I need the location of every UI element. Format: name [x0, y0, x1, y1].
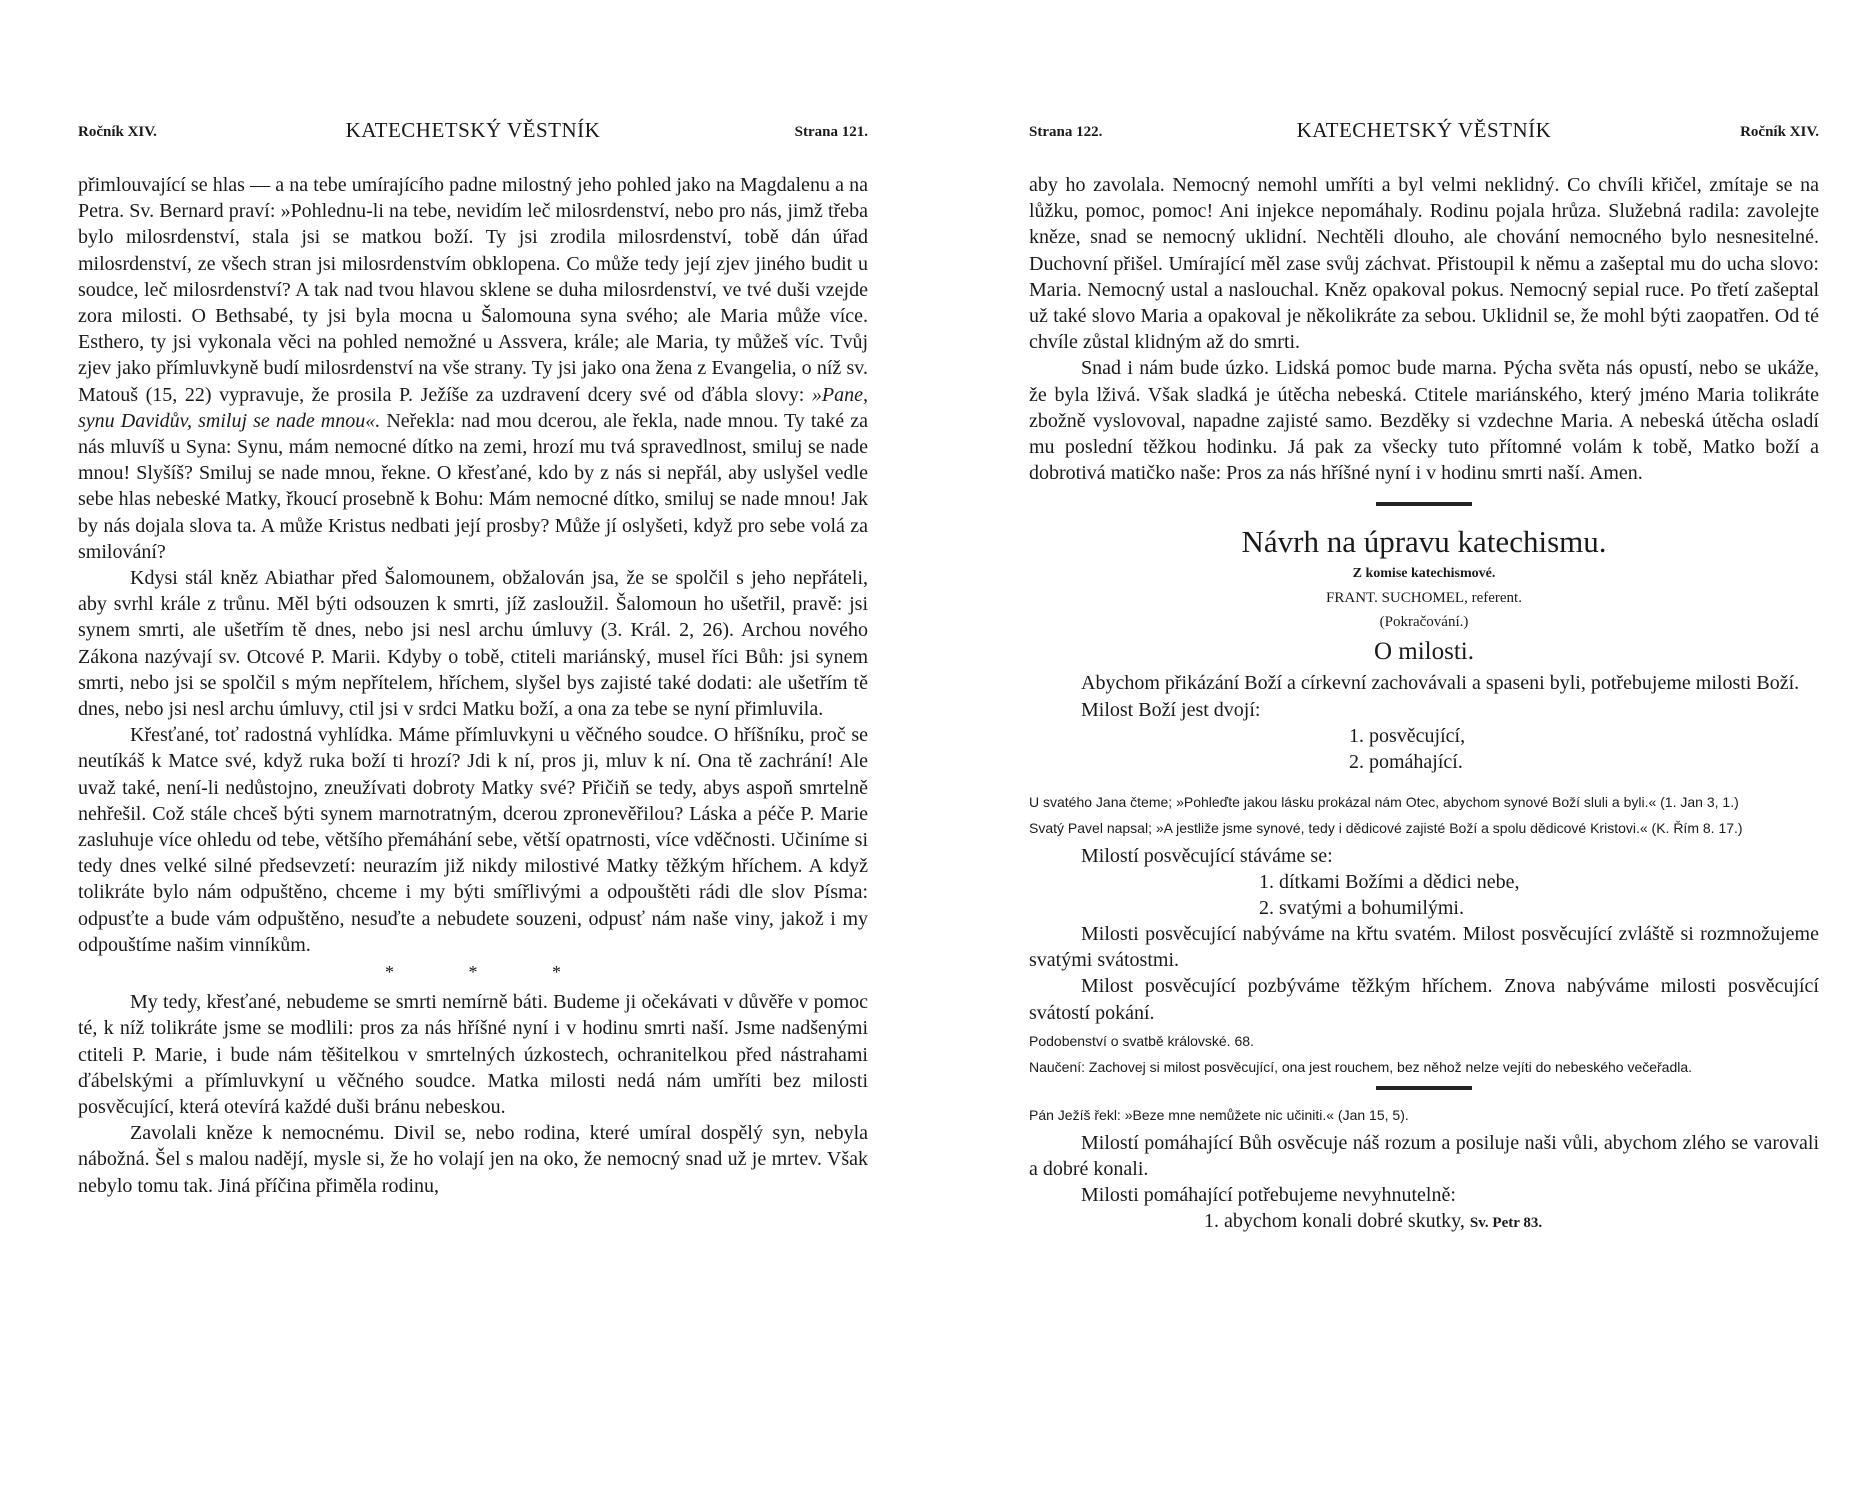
- scripture-note: Svatý Pavel napsal; »A jestliže jsme synové, tedy i dědicové zajisté Boží a spolu dědicové Kristovi.« (K. Řím 8. 17.): [1029, 819, 1743, 836]
- scripture-note: Naučení: Zachovej si milost posvěcující, ona jest rouchem, bez něhož nelze vejíti do nebeského večeřadla.: [1029, 1058, 1693, 1075]
- list-item-text: 1. abychom konali dobré skutky,: [1204, 1210, 1465, 1233]
- paragraph: Milost Boží jest dvojí:: [1081, 698, 1261, 721]
- list-item: 2. svatými a bohumilými.: [1259, 897, 1464, 920]
- paragraph: Milosti posvěcující nabýváme na křtu svatém. Milost posvěcující zvláště si rozmnožujeme svatými svátostmi.: [1029, 923, 1819, 972]
- volume-label: Ročník XIV.: [1740, 124, 1819, 140]
- paragraph: Zavolali kněze k nemocnému. Divil se, nebo rodina, které umíral dospělý syn, nebyla nábožná. Šel s malou nadějí, mysle si, že ho volají jen na oko, že nemocný snad už je mrtev. Však nebylo tomu tak. Jiná příčina přiměla rodinu,: [78, 1122, 868, 1197]
- numbered-list: [1029, 723, 1819, 775]
- section-heading: O milosti.: [1373, 638, 1474, 666]
- paragraph: [78, 172, 868, 565]
- scripture-reference: Sv. Petr 83.: [1469, 1215, 1543, 1232]
- scripture-note: Pán Ježíš řekl: »Beze mne nemůžete nic učiniti.« (Jan 15, 5).: [1029, 1106, 1409, 1123]
- scripture-note: U svatého Jana čteme; »Pohleďte jakou lásku prokázal nám Otec, abychom synové Boží sluli a byli.« (1. Jan 3, 1.): [1029, 793, 1739, 810]
- paragraph: Milostí posvěcující stáváme se:: [1081, 844, 1333, 867]
- paragraph: Křesťané, toť radostná vyhlídka. Máme přímluvkyni u věčného soudce. O hříšníku, proč se neutíkáš k Matce své, když ruka boží ti hrozí? Jdi k ní, pros ji, mluv k ní. Ona tě zachrání! Ale uvaž také, není-li nedůstojno, zneužívati dobroty Matky své? Přičiň se tedy, abys aspoň smrtelně nehřešil. Což stále chceš býti synem marnotratným, dcerou zpronevěřilou? Láska a péče P. Marie zasluhuje více ohledu od tebe, většího přemáhání sebe, větší opatrnosti, více vděčnosti. Učiníme si tedy dnes velké silné předsevzetí: neurazím již nikdy milostivé Matky těžkým hříchem. A když tolikráte bylo nám odpuštěno, chceme i my býti smířlivými a odpouštěti rádi dle slov Písma: odpusťte a bude vám odpuštěno, nesuďte a nebudete souzeni, odpusť nám naše viny, jakož i my odpouštíme našim vinníkům.: [78, 724, 868, 956]
- paragraph: Milostí pomáhající Bůh osvěcuje náš rozum a posiluje naši vůli, abychom zlého se varovali a dobré konali.: [1029, 1131, 1819, 1181]
- article-author: FRANT. SUCHOMEL, referent.: [1326, 590, 1522, 607]
- volume-label: Ročník XIV.: [78, 124, 157, 140]
- list-item: 1. posvěcující,: [1349, 724, 1466, 747]
- page-number: Strana 121.: [794, 124, 868, 140]
- right-page-body: [1029, 172, 1819, 1236]
- section-separator: * * *: [385, 962, 561, 983]
- paragraph: Milosti pomáhající potřebujeme nevyhnutelně:: [1081, 1184, 1456, 1207]
- paragraph-text: Neřekla: nad mou dcerou, ale řekla, nade mnou. Ty také za nás mluvíš u Syna: Synu, mám nemocné dítko na zemi, hrozí mu tvá spravedlnost, smiluj se nade mnou! Slyšíš? Smiluj se nade mnou, řekne. O křesťané, kdo by z nás si nepřál, aby uslyšel vedle sebe hlas nebeské Matky, řkoucí prosebně k Bohu: Mám nemocné dítko, smiluj se nade mnou! Jak by nás dojala slova ta. A může Kristus nedbati její prosby? Může jí oslyšeti, když pro sebe volá za smilování?: [78, 409, 869, 563]
- paragraph: aby ho zavolala. Nemocný nemohl umříti a byl velmi neklidný. Co chvíli křičel, zmítaje se na lůžku, pomoc, pomoc! Ani injekce nepomáhaly. Rodinu pojala hrůza. Služebná radila: zavolejte kněze, snad se nemocný uklidní. Nechtěli dlouho, ale chování nemocného bylo nesnesitelné. Duchovní přišel. Umírající měl zase svůj záchvat. Přistoupil k němu a zašeptal mu do ucha slovo: Maria. Nemocný ustal a naslouchal. Kněz opakoval pokus. Nemocný sepial ruce. Po třetí zašeptal už také slovo Maria a opakoval je několikráte za sebou. Uklidnil se, že mohl býti zaopatřen. Od té chvíle zůstal klidným až do smrti.: [1029, 174, 1819, 354]
- left-page-body: [78, 172, 868, 1199]
- list-item: [1029, 1208, 1819, 1236]
- paragraph: Abychom přikázání Boží a církevní zachovávali a spaseni byli, potřebujeme milosti Boží.: [1081, 672, 1800, 695]
- scripture-note: Podobenství o svatbě královské. 68.: [1029, 1032, 1254, 1049]
- paragraph: My tedy, křesťané, nebudeme se smrti nemírně báti. Budeme ji očekávati v důvěře v pomoc té, k níž tolikráte jsme se modlili: pros za nás hříšné nyní i v hodinu smrti naší. Jsme nadšenými ctiteli P. Marie, i bude nám těšitelkou v smrtelných úzkostech, ochranitelkou před nástrahami ďábelskými a přímluvkyní u věčného soudce. Matka milosti nedá nám umříti bez milosti posvěcující, která otevírá každé duši bránu nebeskou.: [78, 991, 868, 1118]
- divider: [1376, 502, 1472, 506]
- page-number: Strana 122.: [1029, 124, 1103, 140]
- journal-title: KATECHETSKÝ VĚSTNÍK: [1296, 118, 1552, 142]
- journal-title: KATECHETSKÝ VĚSTNÍK: [345, 118, 601, 142]
- right-page-header: [1029, 118, 1819, 148]
- paragraph: Snad i nám bude úzko. Lidská pomoc bude marna. Pýcha světa nás opustí, nebo se ukáže, že byla lživá. Však sladká je útěcha nebeská. Ctitele mariánského, který jméno Maria tolikráte zbožně vyslovoval, napadne zajisté samo. Bezděky si vzdechne Maria. A nebeská útěcha osladí mu poslední těžkou hodinku. Já pak za všecky tuto přítomné volám k tobě, Matko boží a dobrotivá matičko naše: Pros za nás hříšné nyní i v hodinu smrti naší. Amen.: [1029, 357, 1819, 485]
- paragraph: Milost posvěcující pozbýváme těžkým hříchem. Znova nabýváme milosti posvěcující svátostí pokání.: [1029, 975, 1819, 1024]
- article-title: Návrh na úpravu katechismu.: [1241, 524, 1607, 560]
- left-page-header: [78, 118, 868, 148]
- right-page: [937, 0, 1874, 1500]
- numbered-list: [1029, 869, 1819, 921]
- divider: [1376, 1086, 1472, 1090]
- article-continuation: (Pokračování.): [1379, 614, 1469, 631]
- list-item: 1. dítkami Božími a dědici nebe,: [1259, 871, 1520, 894]
- paragraph-text: přimlouvající se hlas — a na tebe umírajícího padne milostný jeho pohled jako na Magdalenu a na Petra. Sv. Bernard praví: »Pohlednu-li na tebe, nevidím leč milosrdenství, nebo pro nás, jimž třeba bylo milosrdenství, stala jsi se matkou boží. Ty jsi zrodila milosrdenství, tobě dán úřad milosrdenství, ze všech stran jsi milosrdenstvím obklopena. Co může tedy její zjev jiného budit u soudce, leč milosrdenství? A tak nad tvou hlavou sklene se duha milosrdenství, ve tvé duši vzejde zora milosti. O Bethsabé, ty jsi byla mocna u Šalomouna syna svého; ale Maria může více. Esthero, ty jsi vykonala věci na pohled nemožné u Assvera, krále; ale Maria, ty můžeš víc. Tvůj zjev jako přímluvkyně budí milosrdenství na vše strany. Ty jsi jako ona žena z Evangelia, o níž sv. Matouš (15, 22) vypravuje, že prosila P. Ježíše za uzdravení dcery své od ďábla slovy:: [78, 174, 868, 406]
- article-subtitle: Z komise katechismové.: [1352, 566, 1496, 582]
- list-item: 2. pomáhající.: [1349, 750, 1463, 773]
- paragraph: Kdysi stál kněz Abiathar před Šalomounem, obžalován jsa, že se spolčil s jeho nepřáteli, aby svrhl krále z trůnu. Měl býti odsouzen k smrti, jíž zasloužil. Šalomoun ho ušetřil, pravě: jsi synem smrti, ale ušetřím tě dnes, nebo jsi nesl archu úmluvy (3. Král. 2, 26). Archou nového Zákona nazývají sv. Otcové P. Marii. Kdyby o tobě, ctiteli mariánský, musel říci Bůh: jsi synem smrti, nebo jsi se spolčil s mým nepřítelem, hříchem, slyšel bys zajisté také dodati: ale ušetřím tě dnes, nebo jsi nesl archu úmluvy, ctil jsi v srdci Matku boží, a ona za tebe se nyní přimluvila.: [78, 567, 868, 721]
- italic-quote: »Pane, synu Davidův, smiluj se nade mnou«.: [78, 383, 869, 432]
